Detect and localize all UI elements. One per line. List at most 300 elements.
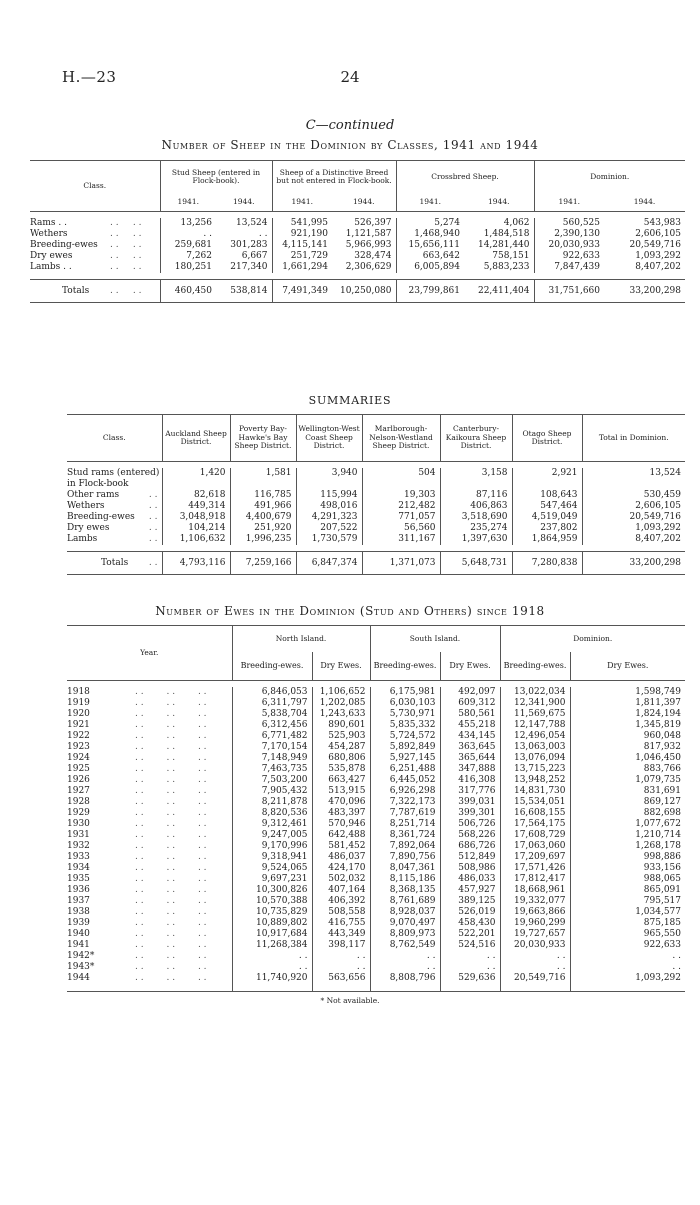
cell-value: . . — [160, 229, 216, 240]
cell-value: 663,642 — [396, 251, 464, 262]
cell-value: 8,820,536 — [232, 808, 312, 819]
cell-value: 1,077,672 — [570, 819, 685, 830]
year-label: 1933 — [67, 852, 90, 862]
table-row — [30, 262, 685, 273]
table-row — [67, 929, 685, 940]
cell-value: 1,243,633 — [312, 709, 370, 720]
cell-value: 7,170,154 — [232, 742, 312, 753]
row-label: Other rams — [67, 490, 120, 500]
cell-value: 5,838,704 — [232, 709, 312, 720]
cell-value: 504 — [362, 468, 440, 490]
table-row — [67, 918, 685, 929]
row-label: Wethers — [30, 229, 68, 239]
cell-value: 8,368,135 — [370, 885, 440, 896]
cell-value: 6,445,052 — [370, 775, 440, 786]
cell-value: 4,062 — [503, 218, 530, 228]
cell-value: 11,740,920 — [232, 973, 312, 992]
cell-value: 530,459 — [582, 490, 685, 501]
leader-dots: . . . . — [110, 285, 142, 296]
year-label: 1937 — [67, 896, 90, 906]
year-label: 1927 — [67, 786, 90, 796]
cell-value: 513,915 — [312, 786, 370, 797]
cell-value: 14,281,440 — [477, 240, 530, 250]
year-label: 1938 — [67, 907, 90, 917]
cell-value: 960,048 — [570, 731, 685, 742]
cell-value: 568,226 — [440, 830, 500, 841]
cell-value: 31,751,660 — [534, 280, 604, 303]
cell-value: 817,932 — [570, 742, 685, 753]
cell-value: 13,076,094 — [500, 753, 570, 764]
leader-dots: . . . . . . — [135, 698, 207, 708]
row-label: Stud rams (entered) in Flock-book — [67, 468, 160, 489]
table1-title: Number of Sheep in the Dominion by Classes, 1941 and 1944 — [161, 138, 539, 152]
table-row — [67, 709, 685, 720]
cell-value: 251,729 — [272, 251, 332, 262]
cell-value: . . — [232, 962, 312, 973]
cell-value: 10,570,388 — [232, 896, 312, 907]
cell-value: 547,464 — [512, 501, 582, 512]
cell-value: 2,606,105 — [635, 229, 681, 239]
cell-value: . . — [500, 962, 570, 973]
cell-value: 19,727,657 — [500, 929, 570, 940]
cell-value: 13,524 — [236, 218, 268, 228]
cell-value: 508,986 — [440, 863, 500, 874]
cell-value: 17,608,729 — [500, 830, 570, 841]
table-row — [67, 501, 685, 512]
table-row — [67, 940, 685, 951]
cell-value: 1,811,397 — [570, 698, 685, 709]
cell-value: 8,762,549 — [370, 940, 440, 951]
cell-value: 1,864,959 — [512, 534, 582, 545]
table-row — [67, 819, 685, 830]
cell-value: 965,550 — [570, 929, 685, 940]
leader-dots: . . . . . . — [135, 863, 207, 873]
cell-value: 7,892,064 — [370, 841, 440, 852]
cell-value: 87,116 — [440, 490, 512, 501]
leader-dots: . . . . . . — [135, 720, 207, 730]
cell-value: 19,332,077 — [500, 896, 570, 907]
year-label: 1918 — [67, 687, 90, 697]
cell-value: 8,928,037 — [370, 907, 440, 918]
cell-value: 922,633 — [570, 940, 685, 951]
table-row — [67, 687, 685, 698]
cell-value: 1,345,819 — [570, 720, 685, 731]
table-row — [30, 218, 685, 229]
cell-value: 7,787,619 — [370, 808, 440, 819]
cell-value: 7,280,838 — [512, 552, 582, 575]
cell-value: 347,888 — [440, 764, 500, 775]
cell-value: 235,274 — [440, 523, 512, 534]
cell-value: 492,097 — [440, 687, 500, 698]
leader-dots: . . . . . . — [135, 841, 207, 851]
cell-value: 6,846,053 — [232, 687, 312, 698]
cell-value: 363,645 — [440, 742, 500, 753]
cell-value: 8,809,973 — [370, 929, 440, 940]
cell-value: 458,430 — [440, 918, 500, 929]
year-header: 1944. — [633, 196, 656, 206]
cell-value: 10,917,684 — [232, 929, 312, 940]
cell-value: 5,966,993 — [345, 240, 392, 250]
cell-value: 9,697,231 — [232, 874, 312, 885]
cell-value: 470,096 — [312, 797, 370, 808]
cell-value: 5,274 — [396, 218, 464, 229]
cell-value: 1,202,085 — [312, 698, 370, 709]
table-row — [67, 852, 685, 863]
year-label: 1935 — [67, 874, 90, 884]
cell-value: 5,724,572 — [370, 731, 440, 742]
cell-value: 535,878 — [312, 764, 370, 775]
cell-value: 9,247,005 — [232, 830, 312, 841]
district-header: Marlborough-Nelson-Westland Sheep District. — [362, 415, 440, 462]
table-row — [67, 863, 685, 874]
cell-value: 1,661,294 — [272, 262, 332, 273]
cell-value: 18,668,961 — [500, 885, 570, 896]
cell-value: 1,121,587 — [345, 229, 392, 239]
cell-value: 686,726 — [440, 841, 500, 852]
table-row — [67, 874, 685, 885]
cell-value: . . — [440, 951, 500, 962]
leader-dots: . . — [148, 557, 158, 568]
cell-value: . . — [312, 951, 370, 962]
cell-value: 882,698 — [570, 808, 685, 819]
class-header: Class. — [30, 161, 160, 212]
year-header: 1941. — [396, 193, 464, 212]
cell-value: 8,115,186 — [370, 874, 440, 885]
cell-value: 19,960,299 — [500, 918, 570, 929]
totals-row — [67, 552, 685, 575]
cell-value: 399,301 — [440, 808, 500, 819]
row-label: Breeding-ewes — [30, 240, 98, 250]
district-header: Wellington-West Coast Sheep District. — [296, 415, 362, 462]
leader-dots: . . . . . . — [135, 929, 207, 939]
cell-value: 1,034,577 — [570, 907, 685, 918]
cell-value: 4,519,049 — [512, 512, 582, 523]
cell-value: 1,046,450 — [570, 753, 685, 764]
cell-value: 12,496,054 — [500, 731, 570, 742]
cell-value: 543,983 — [643, 218, 681, 228]
cell-value: 524,516 — [440, 940, 500, 951]
cell-value: 508,558 — [312, 907, 370, 918]
cell-value: 457,927 — [440, 885, 500, 896]
cell-value: 4,115,141 — [272, 240, 332, 251]
cell-value: 890,601 — [312, 720, 370, 731]
year-header: Year. — [67, 626, 232, 681]
cell-value: 237,802 — [512, 523, 582, 534]
cell-value: 529,636 — [440, 973, 500, 992]
cell-value: 22,411,404 — [477, 285, 530, 296]
row-label: Rams . . — [30, 218, 67, 228]
cell-value: 416,308 — [440, 775, 500, 786]
leader-dots: . . . . . . — [135, 951, 207, 961]
cell-value: 416,755 — [312, 918, 370, 929]
cell-value: . . — [258, 229, 268, 239]
cell-value: 20,030,933 — [500, 940, 570, 951]
leader-dots: . . . . . . — [135, 973, 207, 983]
cell-value: 1,730,579 — [296, 534, 362, 545]
cell-value: 522,201 — [440, 929, 500, 940]
cell-value: 5,835,332 — [370, 720, 440, 731]
cell-value: 407,164 — [312, 885, 370, 896]
table-row — [67, 742, 685, 753]
cell-value: 831,691 — [570, 786, 685, 797]
year-header: 1944. — [353, 196, 375, 206]
year-label: 1936 — [67, 885, 90, 895]
cell-value: 20,549,716 — [629, 240, 681, 250]
cell-value: 3,158 — [440, 468, 512, 490]
cell-value: 6,251,488 — [370, 764, 440, 775]
cell-value: . . — [570, 962, 685, 973]
year-label: 1922 — [67, 731, 90, 741]
leader-dots: . . . . . . — [135, 775, 207, 785]
table-row — [67, 534, 685, 545]
leader-dots: . . — [148, 512, 158, 522]
leader-dots: . . . . — [110, 218, 142, 228]
cell-value: 424,170 — [312, 863, 370, 874]
year-label: 1942* — [67, 951, 95, 961]
cell-value: 4,793,116 — [162, 552, 230, 575]
cell-value: 486,033 — [440, 874, 500, 885]
cell-value: 7,905,432 — [232, 786, 312, 797]
cell-value: 7,148,949 — [232, 753, 312, 764]
cell-value: 13,948,252 — [500, 775, 570, 786]
cell-value: 454,287 — [312, 742, 370, 753]
table-row — [67, 698, 685, 709]
cell-value: 9,524,065 — [232, 863, 312, 874]
cell-value: 1,268,178 — [570, 841, 685, 852]
leader-dots: . . . . . . — [135, 874, 207, 884]
cell-value: 82,618 — [162, 490, 230, 501]
cell-value: 5,648,731 — [440, 552, 512, 575]
cell-value: 9,312,461 — [232, 819, 312, 830]
row-label: Totals — [101, 557, 129, 568]
cell-value: 1,468,940 — [396, 229, 464, 240]
cell-value: 212,482 — [362, 501, 440, 512]
year-label: 1944 — [67, 973, 90, 983]
group-header: Sheep of a Distinctive Breed but not entered in Flock-book. — [272, 161, 396, 194]
cell-value: 251,920 — [230, 523, 296, 534]
cell-value: 1,598,749 — [570, 687, 685, 698]
cell-value: 581,452 — [312, 841, 370, 852]
document-code: H.—23 — [62, 68, 117, 86]
cell-value: 1,210,714 — [570, 830, 685, 841]
row-label: Breeding-ewes — [67, 512, 135, 522]
year-label: 1921 — [67, 720, 90, 730]
cell-value: 7,503,200 — [232, 775, 312, 786]
year-label: 1928 — [67, 797, 90, 807]
row-label: Lambs — [67, 534, 98, 544]
table-row — [67, 962, 685, 973]
table-row — [67, 731, 685, 742]
leader-dots: . . . . . . — [135, 907, 207, 917]
cell-value: 1,079,735 — [570, 775, 685, 786]
group-header: Stud Sheep (entered in Flock-book). — [160, 161, 272, 194]
cell-value: 883,766 — [570, 764, 685, 775]
cell-value: 988,065 — [570, 874, 685, 885]
cell-value: 180,251 — [160, 262, 216, 273]
cell-value: 6,311,797 — [232, 698, 312, 709]
year-label: 1934 — [67, 863, 90, 873]
cell-value: 23,799,861 — [396, 280, 464, 303]
table-row — [30, 251, 685, 262]
cell-value: 541,995 — [272, 218, 332, 229]
cell-value: 455,218 — [440, 720, 500, 731]
leader-dots: . . . . . . — [135, 742, 207, 752]
leader-dots: . . . . . . — [135, 896, 207, 906]
cell-value: 865,091 — [570, 885, 685, 896]
cell-value: 563,656 — [312, 973, 370, 992]
cell-value: 663,427 — [312, 775, 370, 786]
table-row — [30, 240, 685, 251]
cell-value: 5,730,971 — [370, 709, 440, 720]
cell-value: . . — [232, 951, 312, 962]
cell-value: 486,037 — [312, 852, 370, 863]
cell-value: 20,549,716 — [500, 973, 570, 992]
year-label: 1930 — [67, 819, 90, 829]
cell-value: 3,518,690 — [440, 512, 512, 523]
cell-value: 512,849 — [440, 852, 500, 863]
table-row — [67, 830, 685, 841]
cell-value: . . — [370, 962, 440, 973]
leader-dots: . . . . . . — [135, 852, 207, 862]
cell-value: 998,886 — [570, 852, 685, 863]
cell-value: 9,170,996 — [232, 841, 312, 852]
year-label: 1920 — [67, 709, 90, 719]
cell-value: 6,312,456 — [232, 720, 312, 731]
cell-value: 12,147,788 — [500, 720, 570, 731]
table-row — [67, 951, 685, 962]
cell-value: 8,808,796 — [370, 973, 440, 992]
cell-value: 13,063,003 — [500, 742, 570, 753]
table-row — [67, 764, 685, 775]
sheep-by-classes-table — [30, 160, 685, 303]
year-label: 1940 — [67, 929, 90, 939]
cell-value: 398,117 — [312, 940, 370, 951]
cell-value: 17,564,175 — [500, 819, 570, 830]
cell-value: . . — [370, 951, 440, 962]
cell-value: 758,151 — [492, 251, 530, 261]
cell-value: 5,927,145 — [370, 753, 440, 764]
cell-value: 15,656,111 — [396, 240, 464, 251]
sub-header: Dry Ewes. — [312, 652, 370, 681]
cell-value: 609,312 — [440, 698, 500, 709]
cell-value: 406,863 — [440, 501, 512, 512]
group-header: South Island. — [370, 626, 500, 653]
cell-value: 13,715,223 — [500, 764, 570, 775]
cell-value: 13,022,034 — [500, 687, 570, 698]
cell-value: 498,016 — [296, 501, 362, 512]
table-row — [67, 841, 685, 852]
cell-value: 921,190 — [272, 229, 332, 240]
leader-dots: . . — [148, 523, 158, 533]
cell-value: 2,390,130 — [534, 229, 604, 240]
cell-value: 389,125 — [440, 896, 500, 907]
cell-value: 680,806 — [312, 753, 370, 764]
totals-row — [30, 280, 685, 303]
cell-value: 7,491,349 — [272, 280, 332, 303]
cell-value: 20,030,933 — [534, 240, 604, 251]
district-header: Otago Sheep District. — [512, 415, 582, 462]
leader-dots: . . . . . . — [135, 687, 207, 697]
year-label: 1931 — [67, 830, 90, 840]
cell-value: 1,371,073 — [362, 552, 440, 575]
cell-value: 6,005,894 — [396, 262, 464, 273]
cell-value: 933,156 — [570, 863, 685, 874]
cell-value: 8,761,689 — [370, 896, 440, 907]
cell-value: 1,093,292 — [635, 251, 681, 261]
table-row — [67, 775, 685, 786]
cell-value: 8,211,878 — [232, 797, 312, 808]
cell-value: 869,127 — [570, 797, 685, 808]
year-label: 1926 — [67, 775, 90, 785]
group-header: Dominion. — [534, 161, 685, 194]
cell-value: 104,214 — [162, 523, 230, 534]
leader-dots: . . . . . . — [135, 830, 207, 840]
row-label: Dry ewes — [30, 251, 73, 261]
footnote: * Not available. — [320, 996, 380, 1005]
cell-value: 8,251,714 — [370, 819, 440, 830]
cell-value: 7,890,756 — [370, 852, 440, 863]
cell-value: 7,259,166 — [230, 552, 296, 575]
group-header: Dominion. — [500, 626, 685, 653]
cell-value: 13,524 — [582, 468, 685, 490]
cell-value: 771,057 — [362, 512, 440, 523]
cell-value: 560,525 — [534, 218, 604, 229]
year-label: 1941 — [67, 940, 90, 950]
cell-value: 1,420 — [162, 468, 230, 490]
cell-value: 11,569,675 — [500, 709, 570, 720]
cell-value: 6,030,103 — [370, 698, 440, 709]
cell-value: 12,341,900 — [500, 698, 570, 709]
leader-dots: . . . . . . — [135, 709, 207, 719]
cell-value: 365,644 — [440, 753, 500, 764]
cell-value: 13,256 — [160, 218, 216, 229]
leader-dots: . . . . . . — [135, 819, 207, 829]
cell-value: 14,831,730 — [500, 786, 570, 797]
cell-value: 108,643 — [512, 490, 582, 501]
cell-value: 795,517 — [570, 896, 685, 907]
cell-value: 207,522 — [296, 523, 362, 534]
cell-value: 15,534,051 — [500, 797, 570, 808]
cell-value: 6,667 — [241, 251, 268, 261]
cell-value: 5,883,233 — [483, 262, 530, 272]
cell-value: 406,392 — [312, 896, 370, 907]
sub-header: Dry Ewes. — [570, 652, 685, 681]
table-row — [67, 753, 685, 764]
cell-value: 20,549,716 — [582, 512, 685, 523]
leader-dots: . . . . . . — [135, 753, 207, 763]
cell-value: 642,488 — [312, 830, 370, 841]
cell-value: 11,268,384 — [232, 940, 312, 951]
cell-value: 434,145 — [440, 731, 500, 742]
cell-value: 1,106,632 — [162, 534, 230, 545]
cell-value: 7,847,439 — [534, 262, 604, 273]
cell-value: 1,093,292 — [570, 973, 685, 992]
table-row — [67, 786, 685, 797]
sub-header: Breeding-ewes. — [500, 652, 570, 681]
year-header: 1941. — [272, 193, 332, 212]
cell-value: 311,167 — [362, 534, 440, 545]
cell-value: 443,349 — [312, 929, 370, 940]
cell-value: 217,340 — [230, 262, 268, 272]
page-number: 24 — [340, 68, 360, 86]
leader-dots: . . — [148, 490, 158, 500]
cell-value: 525,903 — [312, 731, 370, 742]
leader-dots: . . — [148, 534, 158, 544]
cell-value: 10,300,826 — [232, 885, 312, 896]
cell-value: 17,571,426 — [500, 863, 570, 874]
cell-value: 17,063,060 — [500, 841, 570, 852]
cell-value: 3,940 — [296, 468, 362, 490]
